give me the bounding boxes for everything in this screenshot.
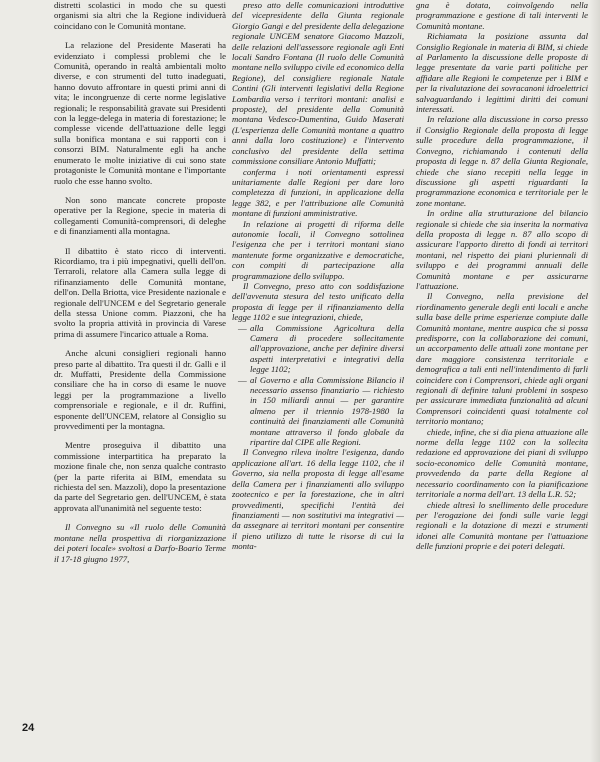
paragraph: Non sono mancate concrete proposte operative per la Regione, specie in materia di collegamenti Comunità-comprensori, di deleghe e di finanziamenti alla montagna. [54, 194, 226, 237]
paragraph-text: Il Convegno, preso atto con soddisfazione dell'avvenuta stesura del testo unificato della proposta di legge per il rifinanziamento della legge 1102 e sue integrazioni, chiede, [232, 280, 404, 323]
paragraph [416, 427, 588, 500]
page-edge-shadow [590, 0, 600, 762]
paragraph-text: In ordine alla strutturazione del bilancio regionale si chiede che sia inserita la normativa della proposta di legge n. 87 allo scopo di assicurare l'apporto diretto di fondi ai territori montani, nel rispetto dei piani pluriennali di sviluppo e dei programmi annuali delle Comunità montane e per assicurarne l'attuazione. [416, 208, 588, 291]
list-item [242, 323, 404, 375]
paragraph: distretti scolastici in modo che su questi organismi sia altri che la Regione individuerà coincidano con le Comunità montane. [54, 0, 226, 31]
paragraph-text: conferma i noti orientamenti espressi unitariamente dalle Regioni per dare loro completezza di funzioni, in applicazione della legge 382, e per l'attribuzione alle Comunità montane di funzioni amministrative. [232, 166, 404, 219]
paragraph [416, 500, 588, 552]
page-number: 24 [22, 722, 35, 734]
list-item [242, 375, 404, 448]
paragraph [232, 167, 404, 219]
paragraph [416, 208, 588, 291]
text-column-right [416, 0, 588, 710]
paragraph [416, 0, 588, 31]
paragraph-text: Il Convegno rileva inoltre l'esigenza, dando applicazione all'art. 16 della legge 1102, che il Governo, sia nella proposta di legge all'esame della Camera per i finanziamenti allo sviluppo zootecnico e per la forestazione, che in altri provvedimenti, specifichi l'entità dei finanziamenti — non sostitutivi ma integrativi — da assegnare ai territori montani per consentire il pieno utilizzo di tutte le risorse di cui la monta- [232, 447, 404, 552]
paragraph [232, 447, 404, 551]
paragraph: Mentre proseguiva il dibattito una commissione interpartitica ha preparato la mozione finale che, non senza qualche contrasto (per la parte riferita ai BIM, emendata su richiesta del sen. Mazzoli), dopo la presentazione da parte del Segretario gen. dell'UNCEM, è stata approvata all'unanimità nel seguente testo: [54, 440, 226, 513]
paragraph [232, 0, 404, 167]
paragraph [416, 291, 588, 426]
request-list [232, 323, 404, 448]
paragraph-text: chiede, infine, che si dia piena attuazione alle norme della legge 1102 con la sollecita redazione ed approvazione dei piani di sviluppo socio-economico delle Comunità montane, provvedendo da parte della Regione al necessario coordinamento con la pianificazione territoriale a norma dell'art. 13 della L.R. 52; [416, 426, 588, 500]
paragraph-text: chiede altresì lo snellimento delle procedure per l'erogazione dei fondi sulle varie leggi regionali e la dotazione di mezzi e strumenti idonei alle Comunità montane per l'attuazione delle funzioni proprie e dei poteri delegati. [416, 499, 588, 552]
paragraph [232, 219, 404, 281]
list-item-text: al Governo e alla Commissione Bilancio il necessario assenso finanziario — richiesto in 150 miliardi annui — per garantire almeno per il triennio 1978-1980 la continuità dei finanziamenti alle Comunità montane attraverso il fondo globale da ripartire dal CIPE alle Regioni. [250, 374, 404, 448]
text-column-middle [232, 0, 404, 710]
paragraph: La relazione del Presidente Maserati ha evidenziato i complessi problemi che le Comunità, operando in realtà ambientali molto diverse, e con strumenti del tutto inadeguati, hanno dovuto affrontare in questi primi anni di vita; le incongruenze di certe norme legislative regionali; le responsabilità gravate sui Presidenti con la legge-delega in materia di forestazione; le complesse vicende dell'attuazione delle leggi sulla bonifica montana e sui rapporti con i consorzi BIM. Naturalmente egli ha anche enumerato le molte iniziative di cui sono state protagoniste le Comunità montane e l'importante ruolo che esse hanno svolto. [54, 40, 226, 186]
list-item-text: alla Commissione Agricoltura della Camera di procedere sollecitamente all'approvazione, anche per definire diversi aspetti interpretativi e integrativi della legge 1102; [250, 322, 404, 375]
paragraph-text: Il Convegno, nella previsione del riordinamento generale degli enti locali e anche sulla base delle prime esperienze compiute dalle Comunità montane, mentre auspica che si possa predisporre, con la collaborazione dei comuni, un accorpamento delle attuali zone montane per dare maggiore consistenza territoriale e demografica a tali enti nell'intendimento di farli coincidere con i Comprensori, chiede agli organi regionali di definire taluni problemi in sospeso per assicurare immediata funzionalità ad alcuni Comprensori coincidenti quasi totalmente col territorio montano; [416, 291, 588, 427]
paragraph-text: preso atto delle comunicazioni introduttive del vicepresidente della Giunta regionale Giorgio Gangi e del presidente della delegazione regionale UNCEM senatore Giacomo Mazzoli, delle relazioni dell'assessore regionale agli Enti locali Sandro Fontana (Il ruolo delle Comunità montane nello sviluppo civile ed economico della Regione), del consigliere regionale Natale Contini (Gli interventi legislativi della Regione Lombardia verso i territori montani: analisi e proposte), del presidente della Comunità montana Vedesco-Dumentina, Guido Maserati (L'esperienza delle Comunità montane a quattro anni dalla loro costituzione) e l'intervento conclusivo del presidente della settima commissione consiliare Antonio Muffatti; [232, 0, 404, 167]
paragraph-text: gna è dotata, coinvolgendo nella programmazione e gestione di tali interventi le Comunità montane. [416, 0, 588, 31]
paragraph [416, 114, 588, 208]
paragraph [416, 31, 588, 114]
paragraph-text: Richiamata la posizione assunta dal Consiglio Regionale in materia di BIM, si chiede al Parlamento la discussione delle proposte di legge presentate da varie parti politiche per affidare alle Regioni le competenze per i BIM e per la rivalutazione dei sovracanoni idroelettrici salvaguardando i legittimi diritti dei comuni interessati. [416, 31, 588, 115]
motion-intro [54, 522, 226, 564]
paragraph-text: In relazione alla discussione in corso presso il Consiglio Regionale della proposta di legge sulle procedure della programmazione, il Convegno, richiamando i contenuti della proposta di legge n. 87 della Giunta Regionale, chiede che siano recepiti nella legge in discussione gli aspetti riguardanti la programmazione economica e territoriale per le zone montane. [416, 114, 588, 208]
paragraph [232, 281, 404, 323]
paragraph: Anche alcuni consiglieri regionali hanno preso parte al dibattito. Tra questi il dr. Galli e il dr. Muffatti, Presidente della Commissione consiliare che ha in corso di esame le nuove leggi per la programmazione a livello comprensoriale e regionale, e il dr. Ruffini, esponente dell'UNCEM, relatore al Consiglio su provvedimenti per la montagna. [54, 348, 226, 432]
motion-intro-text: Il Convegno su «Il ruolo delle Comunità montane nella prospettiva di riorganizzazione dei poteri locale» svoltosi a Darfo-Boario Terme il 17-18 giugno 1977, [54, 522, 226, 564]
text-column-left [54, 0, 226, 710]
paragraph-text: In relazione ai progetti di riforma delle autonomie locali, il Convegno sottolinea l'esigenza che per i territori montani siano mantenute forme organizzative e democratiche, con compiti di partecipazione alla programmazione dello sviluppo. [232, 218, 404, 281]
paragraph: Il dibattito è stato ricco di interventi. Ricordiamo, tra i più impegnativi, quelli dell'on. Terraroli, relatore alla Camera sulla legge di rifinanziamento delle Comunità montane, dell'on. Della Briotta, vice Presidente nazionale e regionale dell'UNCEM e del Segretario generale della stessa Unione comm. Piazzoni, che ha svolto la propria attività in provincia di Varese prima di assumere l'incarico attuale a Roma. [54, 245, 226, 339]
